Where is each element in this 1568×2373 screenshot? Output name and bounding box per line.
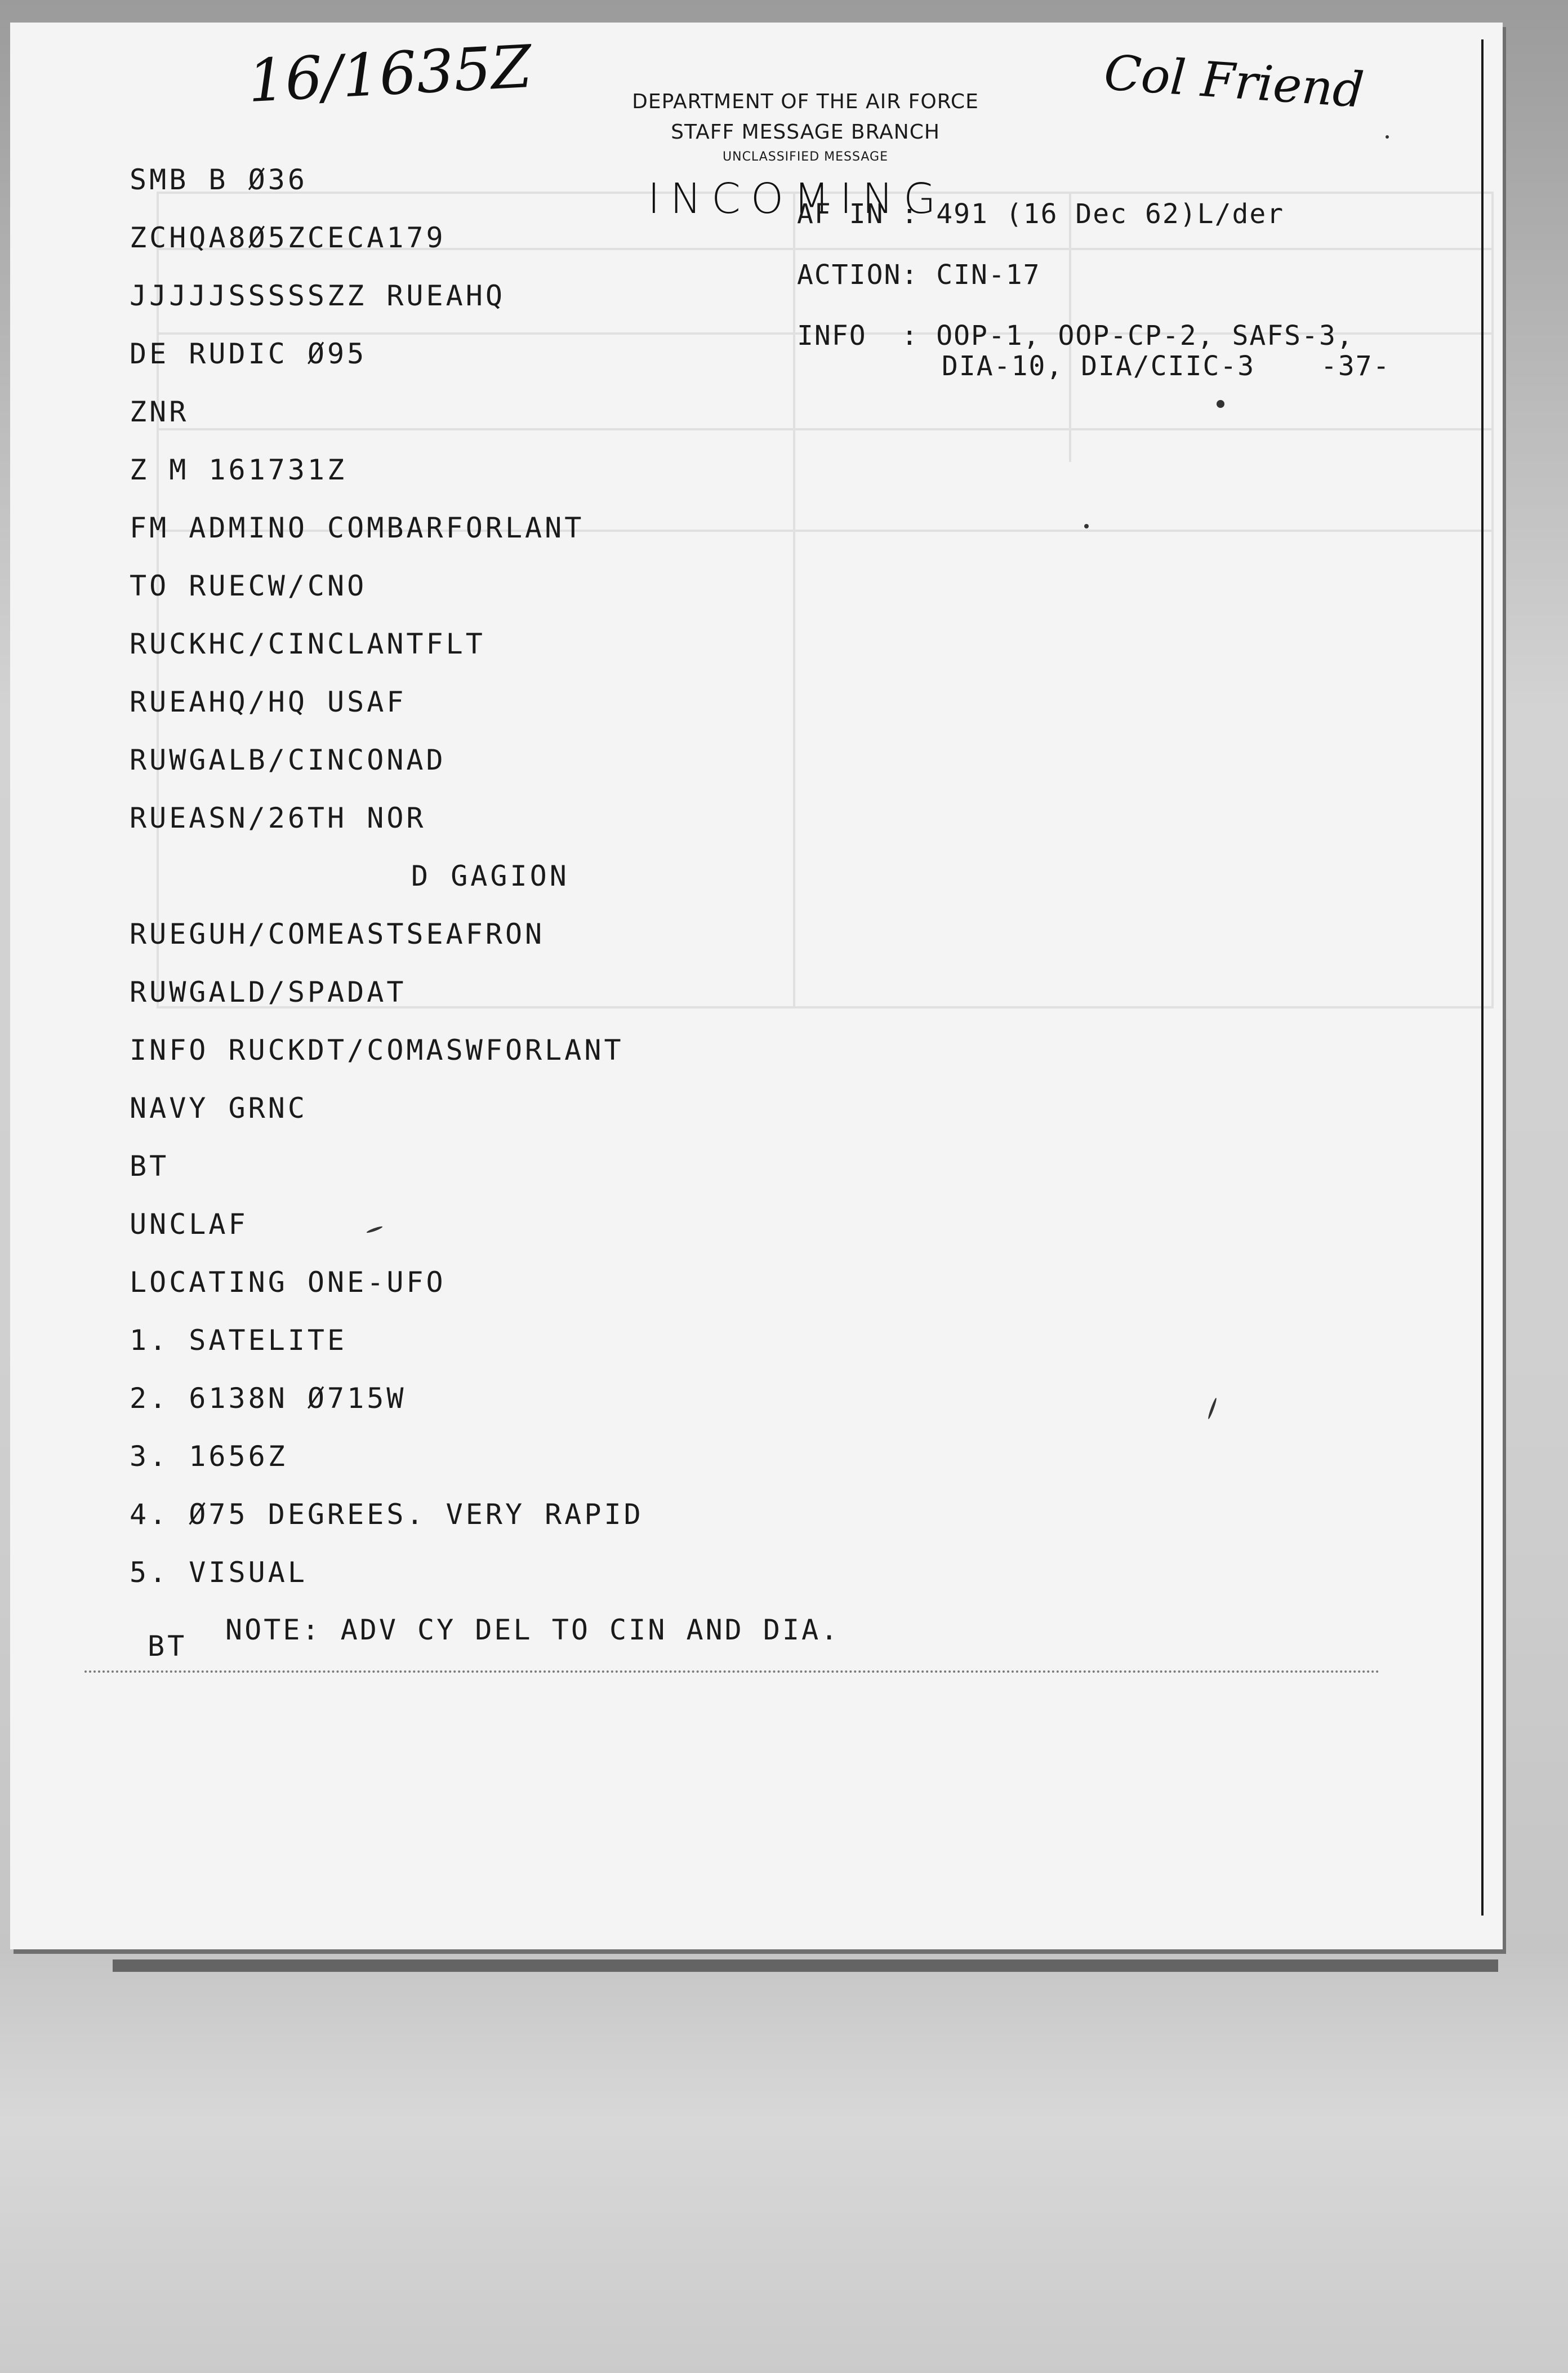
message-line: INFO RUCKDT/COMASWFORLANT [130, 1034, 624, 1066]
message-line: TO RUECW/CNO [130, 570, 367, 602]
message-line: ZNR [130, 396, 189, 428]
message-line: 4. Ø75 DEGREES. VERY RAPID [130, 1498, 644, 1531]
message-line: 2. 6138N Ø715W [130, 1382, 407, 1415]
scan-speck [1084, 524, 1089, 528]
action-line: ACTION: CIN-17 [797, 259, 1041, 291]
handwritten-dtg: 16/1635Z [246, 32, 534, 116]
message-line: 3. 1656Z [130, 1440, 288, 1473]
classification-label: UNCLASSIFIED MESSAGE [723, 150, 888, 164]
message-line: BT [148, 1630, 188, 1663]
message-line: NAVY GRNC [130, 1092, 308, 1125]
message-line: Z M 161731Z [130, 454, 348, 486]
message-line: RUWGALD/SPADAT [130, 976, 407, 1008]
message-line: RUWGALB/CINCONAD [130, 744, 446, 776]
message-line: 5. VISUAL [130, 1556, 308, 1589]
message-line: BT [130, 1150, 170, 1183]
message-line: JJJJJSSSSSZZ RUEAHQ [130, 279, 505, 312]
page-right-edge [1481, 39, 1484, 1916]
message-line: ZCHQA8Ø5ZCECA179 [130, 221, 446, 254]
message-line: LOCATING ONE-UFO [130, 1266, 446, 1299]
message-line: UNCLAF [130, 1208, 248, 1241]
note-line: NOTE: ADV CY DEL TO CIN AND DIA. [225, 1614, 840, 1646]
message-line: DE RUDIC Ø95 [130, 337, 367, 370]
message-line: SMB B Ø36 [130, 163, 308, 196]
department-heading: DEPARTMENT OF THE AIR FORCE [632, 90, 979, 113]
info-count: -37- [1321, 350, 1391, 382]
message-line: FM ADMINO COMBARFORLANT [130, 512, 585, 544]
branch-heading: STAFF MESSAGE BRANCH [671, 121, 940, 144]
message-line: D GAGION [411, 860, 569, 892]
underlying-sheet [0, 1955, 1568, 2373]
message-line: RUEASN/26TH NOR [130, 802, 426, 834]
message-line: RUEGUH/COMEASTSEAFRON [130, 918, 545, 950]
page-shadow [113, 1959, 1498, 1972]
incoming-stamp: INCOMING [648, 175, 946, 223]
message-line: RUEAHQ/HQ USAF [130, 686, 407, 718]
footer-rule [84, 1670, 1380, 1673]
handwritten-name: Col Friend [1102, 45, 1366, 119]
af-in-line: AF IN : 491 (16 Dec 62)L/der [797, 198, 1285, 230]
scan-speck [1217, 400, 1224, 408]
message-line: RUCKHC/CINCLANTFLT [130, 628, 485, 660]
message-line: 1. SATELITE [130, 1324, 348, 1357]
info-line-1: INFO : OOP-1, OOP-CP-2, SAFS-3, [797, 320, 1354, 352]
info-line-2: DIA-10, DIA/CIIC-3 [942, 350, 1255, 382]
scan-speck [1386, 135, 1389, 139]
